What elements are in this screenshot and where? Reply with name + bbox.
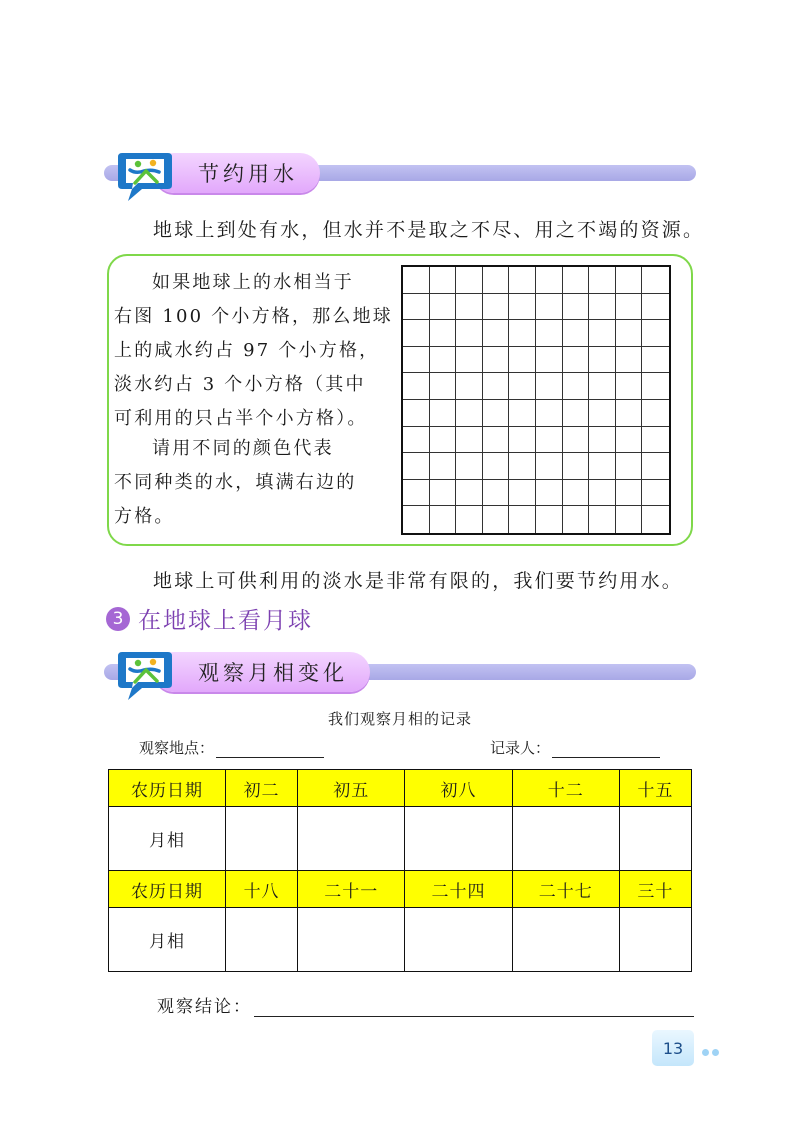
grid-square[interactable] [483,400,510,427]
date-cell: 初八 [405,770,512,807]
grid-square[interactable] [483,267,510,294]
grid-square[interactable] [430,400,457,427]
phase-label-cell: 月相 [109,908,226,972]
box-text-line: 请用不同的颜色代表 [152,438,334,459]
box-text-line: 不同种类的水，填满右边的 [114,472,357,493]
record-caption: 我们观察月相的记录 [327,710,472,728]
grid-square[interactable] [403,320,430,347]
grid-square[interactable] [509,480,536,507]
grid-square[interactable] [509,400,536,427]
phase-drawing-cell[interactable] [405,908,512,972]
grid-square[interactable] [642,480,669,507]
grid-square[interactable] [616,347,643,374]
grid-square[interactable] [616,506,643,533]
grid-square[interactable] [563,267,590,294]
grid-square[interactable] [536,453,563,480]
hundred-square-grid[interactable] [401,265,671,535]
moon-phase-table [108,769,692,972]
grid-square[interactable] [430,480,457,507]
grid-square[interactable] [563,453,590,480]
conclusion-input-line[interactable] [254,999,694,1017]
grid-square[interactable] [536,320,563,347]
grid-square[interactable] [509,453,536,480]
grid-square[interactable] [589,400,616,427]
grid-square[interactable] [456,400,483,427]
section-number-badge: 3 [106,607,130,631]
recorder-field[interactable] [490,737,660,758]
grid-square[interactable] [589,267,616,294]
phase-drawing-cell[interactable] [298,807,405,871]
box-text-line: 如果地球上的水相当于 [152,272,354,293]
decorative-dot [702,1049,709,1056]
date-cell: 二十七 [512,871,619,908]
phase-drawing-cell[interactable] [405,807,512,871]
section-title: 在地球上看月球 [138,608,313,634]
grid-square[interactable] [430,373,457,400]
grid-square[interactable] [589,480,616,507]
phase-row [109,807,692,871]
section-3-heading [106,602,313,635]
grid-square[interactable] [430,427,457,454]
grid-square[interactable] [589,320,616,347]
grid-square[interactable] [483,453,510,480]
date-label-cell: 农历日期 [109,871,226,908]
phase-drawing-cell[interactable] [512,807,619,871]
grid-square[interactable] [589,453,616,480]
date-label-cell: 农历日期 [109,770,226,807]
grid-square[interactable] [456,506,483,533]
grid-square[interactable] [642,373,669,400]
grid-square[interactable] [483,320,510,347]
section-header-save-water [104,149,696,203]
grid-square[interactable] [509,427,536,454]
grid-square[interactable] [589,347,616,374]
grid-square[interactable] [642,506,669,533]
grid-square[interactable] [563,400,590,427]
grid-square[interactable] [483,294,510,321]
grid-square[interactable] [536,347,563,374]
grid-square[interactable] [642,294,669,321]
grid-square[interactable] [483,373,510,400]
header-title: 节约用水 [198,162,298,186]
conclusion-label: 观察结论： [157,997,252,1017]
date-row [109,770,692,807]
grid-square[interactable] [563,294,590,321]
grid-square[interactable] [589,294,616,321]
grid-square[interactable] [456,294,483,321]
intro-text: 地球上到处有水，但水并不是取之不尽、用之不竭的资源。 [153,219,705,241]
grid-square[interactable] [563,347,590,374]
activity-logo-icon [114,145,176,203]
grid-square[interactable] [563,506,590,533]
date-cell: 十五 [619,770,691,807]
header-title-pill [154,652,370,692]
grid-square[interactable] [456,373,483,400]
grid-square[interactable] [403,373,430,400]
grid-square[interactable] [403,480,430,507]
grid-square[interactable] [563,427,590,454]
grid-square[interactable] [456,347,483,374]
grid-square[interactable] [483,347,510,374]
grid-square[interactable] [483,427,510,454]
grid-square[interactable] [456,320,483,347]
grid-square[interactable] [642,347,669,374]
grid-square[interactable] [456,267,483,294]
grid-square[interactable] [536,427,563,454]
grid-square[interactable] [563,480,590,507]
grid-square[interactable] [430,506,457,533]
header-title: 观察月相变化 [198,661,348,685]
grid-square[interactable] [430,347,457,374]
grid-square[interactable] [509,320,536,347]
grid-square[interactable] [456,427,483,454]
grid-square[interactable] [616,453,643,480]
grid-square[interactable] [509,294,536,321]
activity-logo-icon [114,644,176,702]
grid-square[interactable] [403,506,430,533]
grid-square[interactable] [563,320,590,347]
grid-square[interactable] [536,400,563,427]
observation-conclusion-field[interactable] [157,992,694,1017]
phase-label-cell: 月相 [109,807,226,871]
date-cell: 二十一 [298,871,405,908]
grid-square[interactable] [403,453,430,480]
phase-drawing-cell[interactable] [226,807,298,871]
grid-square[interactable] [616,294,643,321]
grid-square[interactable] [642,400,669,427]
grid-square[interactable] [509,373,536,400]
box-text-line: 右图 100 个小方格，那么地球 [114,306,393,327]
grid-square[interactable] [430,294,457,321]
grid-square[interactable] [456,480,483,507]
date-cell: 十八 [226,871,298,908]
grid-square[interactable] [403,347,430,374]
location-field[interactable] [139,737,324,758]
grid-square[interactable] [616,373,643,400]
recorder-input-line[interactable] [552,740,660,758]
grid-square[interactable] [642,453,669,480]
grid-square[interactable] [589,506,616,533]
date-cell: 二十四 [405,871,512,908]
grid-square[interactable] [536,373,563,400]
recorder-label: 记录人： [490,739,551,757]
box-text-line: 方格。 [114,506,175,527]
grid-square[interactable] [616,427,643,454]
grid-square[interactable] [509,506,536,533]
phase-drawing-cell[interactable] [226,908,298,972]
grid-square[interactable] [563,373,590,400]
page-number: 13 [652,1030,694,1066]
grid-square[interactable] [456,453,483,480]
grid-square[interactable] [403,427,430,454]
grid-square[interactable] [536,267,563,294]
phase-drawing-cell[interactable] [298,908,405,972]
grid-square[interactable] [616,480,643,507]
phase-drawing-cell[interactable] [619,807,691,871]
header-title-pill [154,153,320,193]
grid-square[interactable] [483,480,510,507]
grid-square[interactable] [642,320,669,347]
grid-square[interactable] [509,347,536,374]
water-conclusion-text: 地球上可供利用的淡水是非常有限的，我们要节约用水。 [153,570,684,592]
grid-square[interactable] [589,373,616,400]
grid-square[interactable] [616,400,643,427]
grid-square[interactable] [642,267,669,294]
grid-square[interactable] [616,267,643,294]
date-cell: 三十 [619,871,691,908]
grid-square[interactable] [430,267,457,294]
grid-square[interactable] [403,267,430,294]
grid-square[interactable] [430,453,457,480]
box-text-line: 可利用的只占半个小方格）。 [114,408,368,429]
section-header-moon-phases [104,648,696,702]
grid-square[interactable] [616,320,643,347]
date-row [109,871,692,908]
grid-square[interactable] [589,427,616,454]
date-cell: 初二 [226,770,298,807]
date-cell: 十二 [512,770,619,807]
decorative-dot [712,1049,719,1056]
location-label: 观察地点： [139,739,215,757]
grid-square[interactable] [536,480,563,507]
grid-square[interactable] [536,506,563,533]
grid-square[interactable] [403,294,430,321]
grid-square[interactable] [536,294,563,321]
grid-square[interactable] [483,506,510,533]
grid-square[interactable] [430,320,457,347]
phase-drawing-cell[interactable] [619,908,691,972]
grid-square[interactable] [509,267,536,294]
grid-square[interactable] [403,400,430,427]
date-cell: 初五 [298,770,405,807]
box-text-line: 上的咸水约占 97 个小方格， [114,340,380,361]
phase-drawing-cell[interactable] [512,908,619,972]
grid-square[interactable] [642,427,669,454]
location-input-line[interactable] [216,740,324,758]
phase-row [109,908,692,972]
box-text-line: 淡水约占 3 个小方格（其中 [114,374,366,395]
